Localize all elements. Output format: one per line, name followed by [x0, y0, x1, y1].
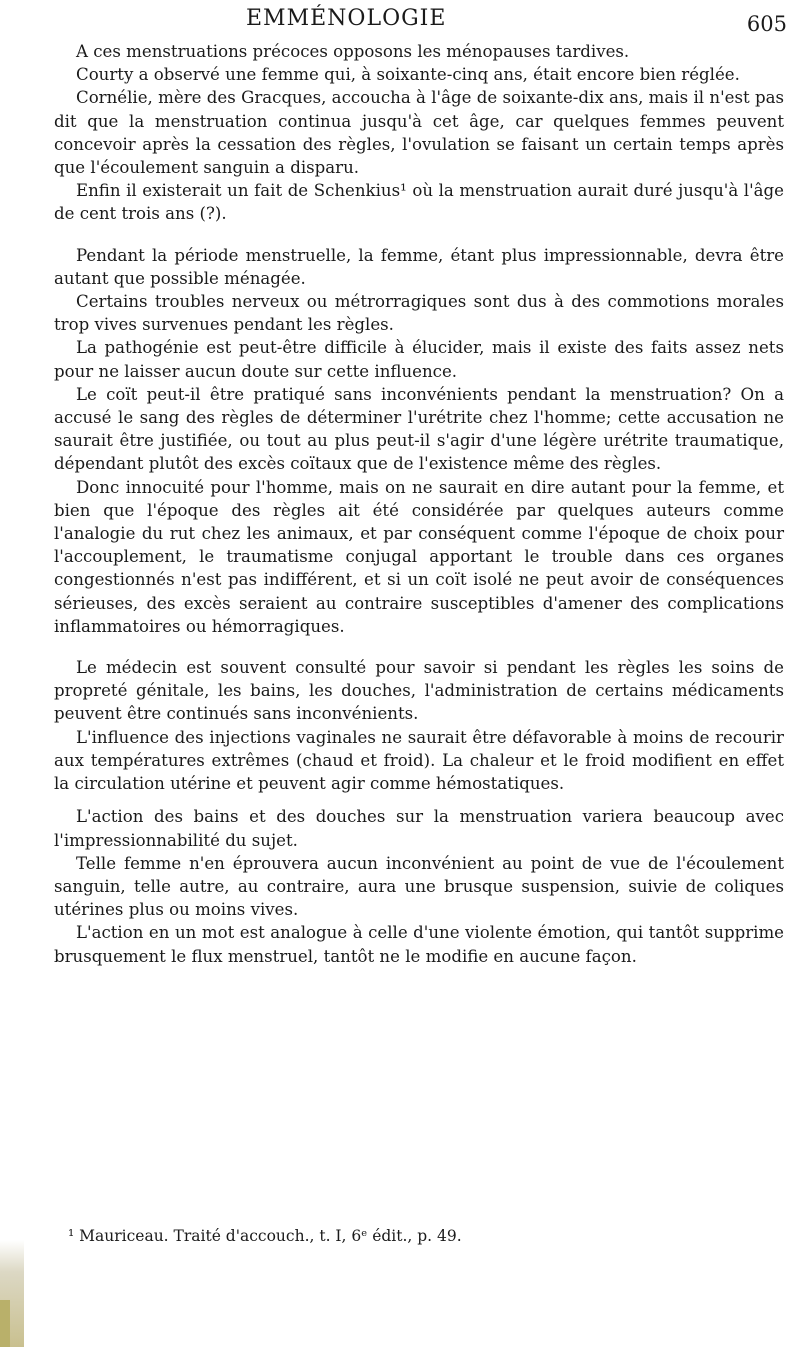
- paragraph: Certains troubles nerveux ou métrorragiques sont dus à des commotions morales trop vives survenues pendant les règles.: [54, 292, 784, 335]
- paragraph: Enfin il existerait un fait de Schenkius¹ où la menstruation aurait duré jusqu'à l'âge de cent trois ans (?).: [54, 181, 784, 224]
- paragraph: Le coït peut-il être pratiqué sans inconvénients pendant la menstruation? On a accusé le sang des règles de déterminer l'urétrite chez l'homme; cette accusation ne saurait être justifiée, ou tout au plus peut-il s'agir d'une légère urétrite traumatique, dépendant plutôt des excès coïtaux que de l'existence même des règles.: [54, 384, 784, 474]
- paragraph: Courty a observé une femme qui, à soixante-cinq ans, était encore bien réglée.: [76, 65, 740, 85]
- paragraph: L'action en un mot est analogue à celle d'une violente émotion, qui tantôt supprime brusquement le flux menstruel, tantôt ne le modifie en aucune façon.: [54, 923, 784, 966]
- running-head: [0, 6, 801, 36]
- paragraph: Le médecin est souvent consulté pour savoir si pendant les règles les soins de propreté génitale, les bains, les douches, l'administration de certains médicaments peuvent être continués sans inconvénients.: [54, 658, 784, 724]
- running-title: EMMÉNOLOGIE: [246, 6, 447, 31]
- paragraph: Donc innocuité pour l'homme, mais on ne saurait en dire autant pour la femme, et bien que l'époque des règles ait été considérée par quelques auteurs comme l'analogie du rut chez les animaux, et par conséquent comme l'époque de choix pour l'accouplement, le traumatisme conjugal apportant le trouble dans ces organes congestionnés n'est pas indifférent, et si un coït isolé ne peut avoir de conséquences sérieuses, des excès seraient au contraire susceptibles d'amener des complications inflammatoires ou hémorragiques.: [54, 477, 784, 636]
- body-text: [54, 40, 784, 968]
- footnote-text: ¹ Mauriceau. Traité d'accouch., t. I, 6ᵉ édit., p. 49.: [68, 1227, 462, 1245]
- page-number: 605: [746, 12, 787, 36]
- paragraph: A ces menstruations précoces opposons les ménopauses tardives.: [76, 42, 630, 61]
- paragraph: Cornélie, mère des Gracques, accoucha à l'âge de soixante-dix ans, mais il n'est pas dit que la menstruation continua jusqu'à cet âge, car quelques femmes peuvent concevoir après la cessation des règles, l'ovulation se faisant un certain temps après que l'écoulement sanguin a disparu.: [54, 88, 784, 178]
- paragraph: Telle femme n'en éprouvera aucun inconvénient au point de vue de l'écoulement sanguin, telle autre, au contraire, aura une brusque suspension, suivie de coliques utérines plus ou moins vives.: [54, 853, 784, 920]
- paragraph: Pendant la période menstruelle, la femme, étant plus impressionnable, devra être autant que possible ménagée.: [54, 245, 784, 288]
- footnote: [54, 1226, 784, 1246]
- paragraph: L'action des bains et des douches sur la menstruation variera beaucoup avec l'impressionnabilité du sujet.: [54, 807, 784, 850]
- paragraph: La pathogénie est peut-être difficile à élucider, mais il existe des faits assez nets pour ne laisser aucun doute sur cette influence.: [54, 338, 784, 381]
- paragraph: L'influence des injections vaginales ne saurait être défavorable à moins de recourir aux températures extrêmes (chaud et froid). La chaleur et le froid modifient en effet la circulation utérine et peuvent agir comme hémostatiques.: [54, 727, 784, 794]
- page-edge-shadow-lower: [0, 1300, 10, 1347]
